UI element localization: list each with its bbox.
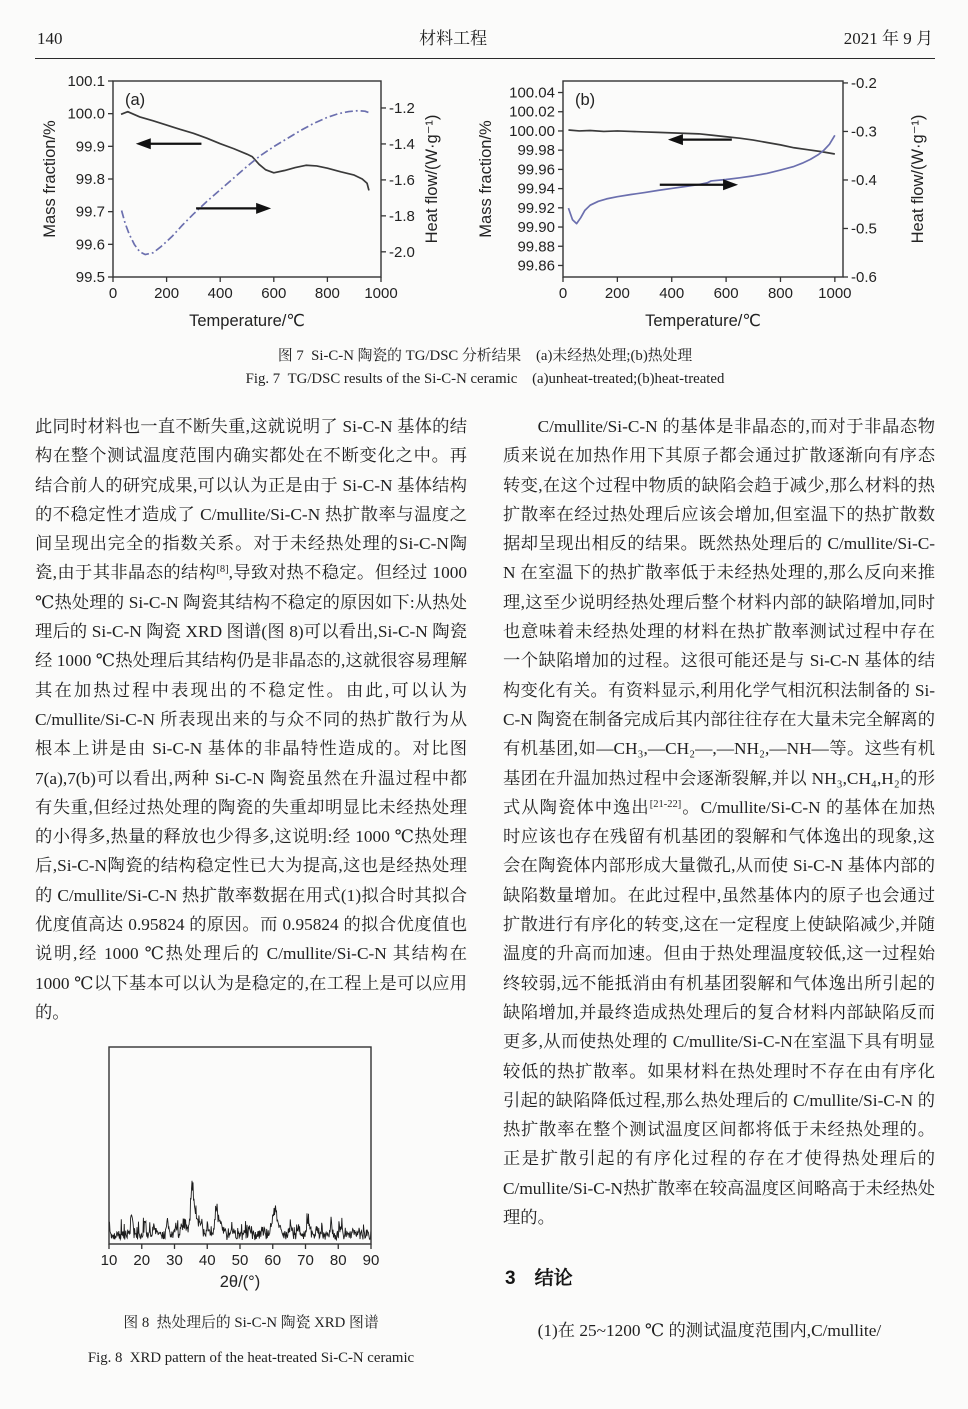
issue-date: 2021 年 9 月 [843,29,933,48]
svg-text:99.6: 99.6 [75,236,105,254]
svg-text:99.90: 99.90 [517,219,555,237]
page-header [35,24,935,58]
svg-text:Heat flow/(W·g⁻¹): Heat flow/(W·g⁻¹) [909,114,927,244]
journal-title: 材料工程 [419,29,488,48]
svg-text:99.88: 99.88 [517,238,555,256]
tg-dsc-chart-b [475,71,931,335]
figure7-caption-cn: 图 7 Si-C-N 陶瓷的 TG/DSC 分析结果 (a)未经热处理;(b)热处理 [277,348,693,364]
svg-text:0: 0 [108,285,118,302]
left-column [35,412,467,1373]
svg-text:Heat flow/(W·g⁻¹): Heat flow/(W·g⁻¹) [423,114,441,244]
svg-text:(b): (b) [575,91,596,109]
svg-text:80: 80 [329,1252,347,1270]
conclusion-first-line: (1)在 25~1200 ℃ 的测试温度范围内,C/mullite/ [537,1320,882,1340]
svg-text:40: 40 [198,1252,216,1270]
svg-text:-1.6: -1.6 [389,171,415,189]
svg-text:400: 400 [659,285,685,302]
svg-text:99.94: 99.94 [517,180,555,198]
figure8-caption-cn: 图 8 热处理后的 Si-C-N 陶瓷 XRD 图谱 [123,1314,379,1331]
svg-text:-2.0: -2.0 [389,243,415,261]
svg-text:-0.5: -0.5 [851,220,877,238]
svg-text:200: 200 [154,285,180,302]
xrd-chart [99,1041,409,1293]
page-number: 140 [37,29,63,48]
svg-text:Mass fraction/%: Mass fraction/% [41,120,59,238]
svg-text:100.0: 100.0 [67,105,105,123]
right-column [503,412,935,1373]
svg-text:100.02: 100.02 [509,103,555,121]
section-heading-conclusion: 3 结论 [505,1268,573,1290]
figure7-charts [35,71,935,335]
svg-text:-1.8: -1.8 [389,207,415,225]
text-columns [35,412,935,1373]
svg-text:70: 70 [297,1252,314,1270]
svg-text:200: 200 [604,285,630,302]
svg-text:99.7: 99.7 [75,203,105,221]
svg-text:99.98: 99.98 [517,142,555,160]
svg-text:99.5: 99.5 [75,269,105,286]
svg-text:-0.4: -0.4 [851,171,877,189]
svg-text:99.86: 99.86 [517,257,555,275]
left-column-paragraph: 此同时材料也一直不断失重,这就说明了 Si-C-N 基体的结构在整个测试温度范围内确实都处在不断变化之中。再结合前人的研究成果,可以认为正是由于 Si-C-N 基体结构的不稳定性才造成了 C/mullite/Si-C-N 热扩散率与温度之间呈现出完全的指数关系。对于未经热处理的Si-C-N陶瓷,由于其非晶态的结构[8],导致对热不稳定。但经过 1000 ℃热处理的 Si-C-N 陶瓷其结构不稳定的原因如下:从热处理后的 Si-C-N 陶瓷 XRD 图谱(图 8)可以看出,Si-C-N 陶瓷经 1000 ℃热处理后其结构仍是非晶态的,这就很容易理解其在加热过程中表现出的不稳定性。由此,可以认为C/mullite/Si-C-N 所表现出来的与众不同的热扩散行为从根本上讲是由 Si-C-N 基体的非晶特性造成的。对比图 7(a),7(b)可以看出,两种 Si-C-N 陶瓷虽然在升温过程中都有失重,但经过热处理的陶瓷的失重却明显比未经热处理的小得多,热量的释放也少得多,这说明:经 1000 ℃热处理后,Si-C-N陶瓷的结构稳定性已大为提高,这也是经热处理的 C/mullite/Si-C-N 热扩散率数据在用式(1)拟合时其拟合优度值高达 0.95824 的原因。而 0.95824 的拟合优度值也说明,经 1000 ℃热处理后的 C/mullite/Si-C-N 其结构在 1000 ℃以下基本可以认为是稳定的,在工程上是可以应用的。 [35,417,467,1022]
header-rule [35,58,935,59]
figure8-captions [35,1309,467,1374]
svg-text:-0.3: -0.3 [851,123,877,141]
tg-dsc-chart-a [39,71,445,335]
svg-text:Mass fraction/%: Mass fraction/% [477,120,495,238]
svg-text:50: 50 [231,1252,249,1270]
svg-text:-0.6: -0.6 [851,269,877,286]
figure8-block [99,1041,409,1302]
svg-text:600: 600 [713,285,739,302]
svg-text:800: 800 [767,285,793,302]
figure8-caption-en: Fig. 8 XRD pattern of the heat-treated Si-C-N ceramic [87,1349,415,1366]
svg-text:90: 90 [362,1252,380,1270]
svg-text:99.8: 99.8 [75,171,105,188]
svg-text:800: 800 [314,285,340,302]
svg-text:(a): (a) [125,91,146,109]
svg-text:1000: 1000 [818,285,852,302]
svg-text:Temperature/℃: Temperature/℃ [189,312,305,330]
svg-text:10: 10 [100,1252,118,1270]
svg-text:20: 20 [133,1252,151,1270]
svg-text:2θ/(°): 2θ/(°) [219,1273,261,1292]
svg-text:0: 0 [558,285,568,302]
svg-text:600: 600 [261,285,287,302]
svg-text:1000: 1000 [364,285,398,302]
svg-text:-1.2: -1.2 [389,99,415,117]
svg-text:60: 60 [264,1252,282,1270]
svg-text:-1.4: -1.4 [389,135,415,153]
svg-text:-0.2: -0.2 [851,74,877,92]
svg-text:99.96: 99.96 [517,161,555,179]
svg-text:99.9: 99.9 [75,138,105,156]
svg-text:Temperature/℃: Temperature/℃ [645,312,761,330]
figure7-caption-en: Fig. 7 TG/DSC results of the Si-C-N ceramic (a)unheat-treated;(b)heat-treated [245,371,725,387]
svg-text:100.1: 100.1 [67,73,105,90]
svg-text:400: 400 [207,285,233,302]
svg-text:100.00: 100.00 [509,122,555,140]
svg-text:100.04: 100.04 [509,84,555,102]
svg-text:30: 30 [166,1252,183,1270]
right-column-paragraph: C/mullite/Si-C-N 的基体是非晶态的,而对于非晶态物质来说在加热作用下其原子都会通过扩散逐渐向有序态转变,在这个过程中物质的缺陷会趋于减少,那么材料的热扩散率在经过热处理后应该会增加,但室温下的热扩散数据却呈现出相反的结果。既然热处理后的 C/mullite/Si-C-N 在室温下的热扩散率低于未经热处理的,那么反向来推理,这至少说明经热处理后整个材料内部的缺陷增加,同时也意味着未经热处理的材料在热扩散率测试过程中存在一个缺陷增加的过程。这很可能还是与 Si-C-N 基体的结构变化有关。有资料显示,利用化学气相沉积法制备的 Si-C-N 陶瓷在制备完成后其内部往往存在大量未完全解离的有机基团,如—CH₃,—CH₂—,—NH₂,—NH—等。这些有机基团在升温加热过程中会逐渐裂解,并以 NH₃,CH₄,H₂的形式从陶瓷体中逸出[21-22]。C/mullite/Si-C-N 的基体在加热时应该也存在残留有机基团的裂解和气体逸出的现象,这会在陶瓷体内部形成大量微孔,从而使 Si-C-N 基体内部的缺陷数量增加。在此过程中,虽然基体内的原子也会通过扩散进行有序化的转变,这在一定程度上使缺陷减少,并随温度的升高而加速。但由于热处理温度较低,这一过程始终较弱,远不能抵消由有机基团裂解和气体逸出所引起的缺陷增加,并最终造成热处理后的复合材料内部缺陷反而更多,从而使热处理的 C/mullite/Si-C-N在室温下具有明显较低的热扩散率。如果材料在热处理时不存在由有序化引起的缺陷降低过程,那么热处理后的 C/mullite/Si-C-N 的热扩散率在整个测试温度区间都将低于未经热处理的。正是扩散引起的有序化过程的存在才使得热处理后的C/mullite/Si-C-N热扩散率在较高温度区间略高于未经热处理的。 [503,417,935,1228]
svg-text:99.92: 99.92 [517,199,555,217]
figure7-block [35,71,935,388]
